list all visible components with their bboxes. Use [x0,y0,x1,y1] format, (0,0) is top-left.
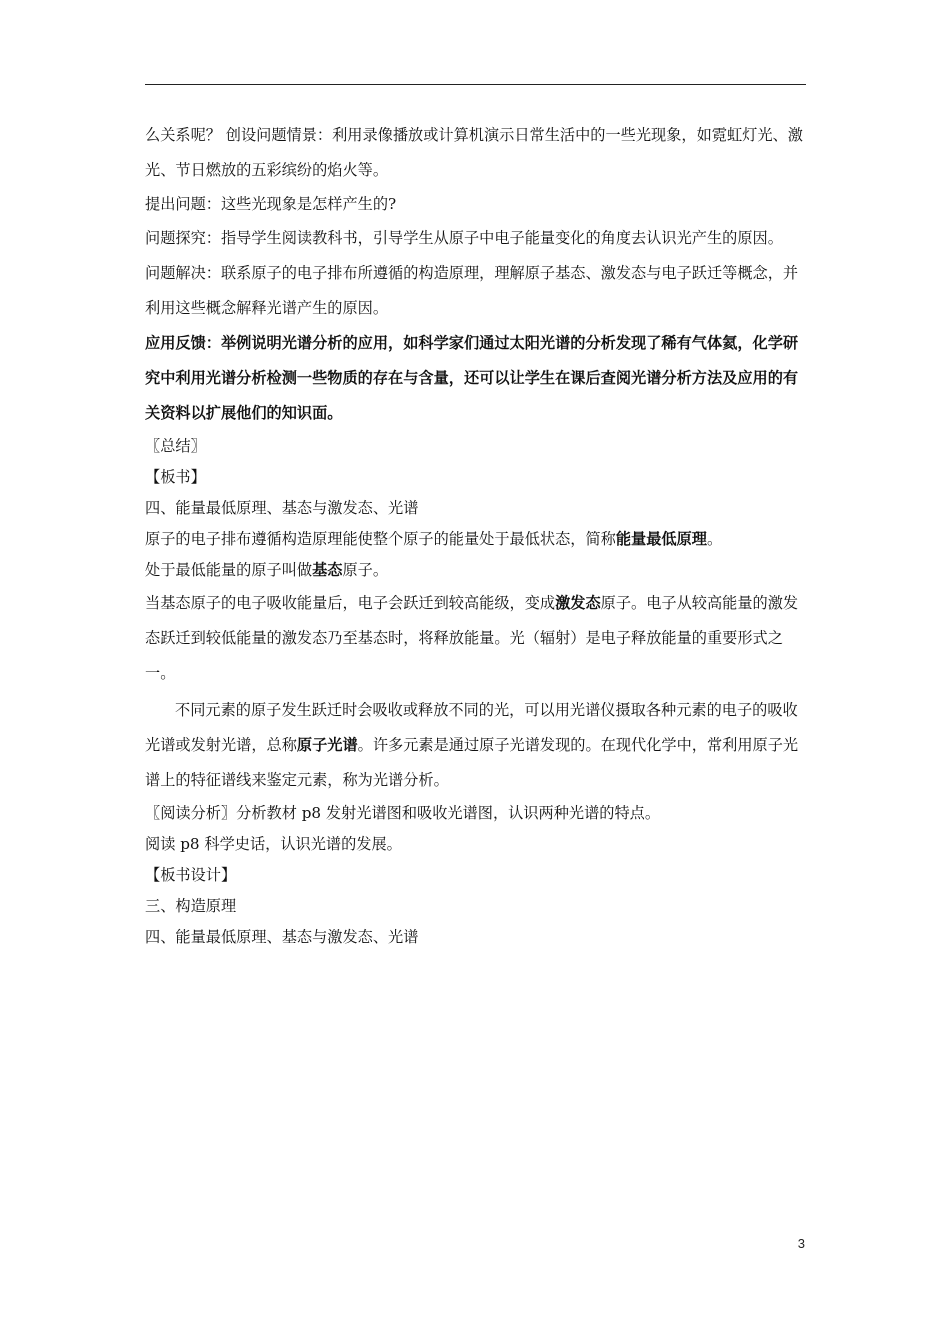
paragraph-solution: 问题解决：联系原子的电子排布所遵循的构造原理，理解原子基态、激发态与电子跃迁等概念，并利用这些概念解释光谱产生的原因。 [145,264,799,317]
term-lowest-energy-principle: 能量最低原理 [615,530,707,548]
header-rule [145,84,806,85]
text-segment: 。 [706,530,723,548]
section-heading-4-repeat: 四、能量最低原理、基态与激发态、光谱 [145,928,419,946]
paragraph-excited-state [145,586,809,691]
paragraph-lowest-energy [145,524,809,555]
paragraph-reading-history: 阅读 p8 科学史话，认识光谱的发展。 [145,835,402,853]
text-segment: 原子的电子排布遵循构造原理能使整个原子的能量处于最低状态，简称 [145,530,616,548]
section-heading-4: 四、能量最低原理、基态与激发态、光谱 [145,499,419,517]
paragraph-situation: 么关系呢？ 创设问题情景：利用录像播放或计算机演示日常生活中的一些光现象，如霓虹灯光、激光、节日燃放的五彩缤纷的焰火等。 [145,126,803,179]
paragraph-feedback: 应用反馈：举例说明光谱分析的应用，如科学家们通过太阳光谱的分析发现了稀有气体氦，化学研究中利用光谱分析检测一些物质的存在与含量，还可以让学生在课后查阅光谱分析方法及应用的有关资料以扩展他们的知识面。 [145,334,799,422]
text-segment: 原子。 [342,561,388,579]
term-ground-state: 基态 [312,561,343,579]
text-segment: 处于最低能量的原子叫做 [145,561,313,579]
board-label: 【板书】 [145,468,206,486]
board-design-label: 【板书设计】 [145,866,237,884]
paragraph-exploration: 问题探究：指导学生阅读教科书，引导学生从原子中电子能量变化的角度去认识光产生的原因。 [145,229,783,247]
document-body [145,118,809,953]
text-segment: 当基态原子的电子吸收能量后，电子会跃迁到较高能级，变成 [145,594,556,612]
term-excited-state: 激发态 [555,594,601,612]
summary-label: 〖总结〗 [145,437,206,455]
paragraph-reading-analysis: 〖阅读分析〗分析教材 p8 发射光谱图和吸收光谱图，认识两种光谱的特点。 [145,804,661,822]
paragraph-question: 提出问题：这些光现象是怎样产生的? [145,195,397,213]
text-segment: 不同元素的原子发生跃迁时会吸收或释放不同的光，可以用光谱仪摄取各种元素的电子的吸收光谱或发射光谱，总称 [145,701,798,754]
paragraph-ground-state [145,555,809,586]
term-atomic-spectrum: 原子光谱 [296,736,358,754]
section-heading-3: 三、构造原理 [145,897,237,915]
text-segment: 原子。电子从较高能量的激发态跃迁到较低能量的激发态乃至基态时，将释放能量。光（辐射）是电子释放能量的重要形式之一。 [145,594,799,682]
text-segment: 。许多元素是通过原子光谱发现的。在现代化学中，常利用原子光谱上的特征谱线来鉴定元素，称为光谱分析。 [145,736,799,789]
page-number: 3 [797,1236,805,1251]
paragraph-atomic-spectrum [145,693,809,798]
